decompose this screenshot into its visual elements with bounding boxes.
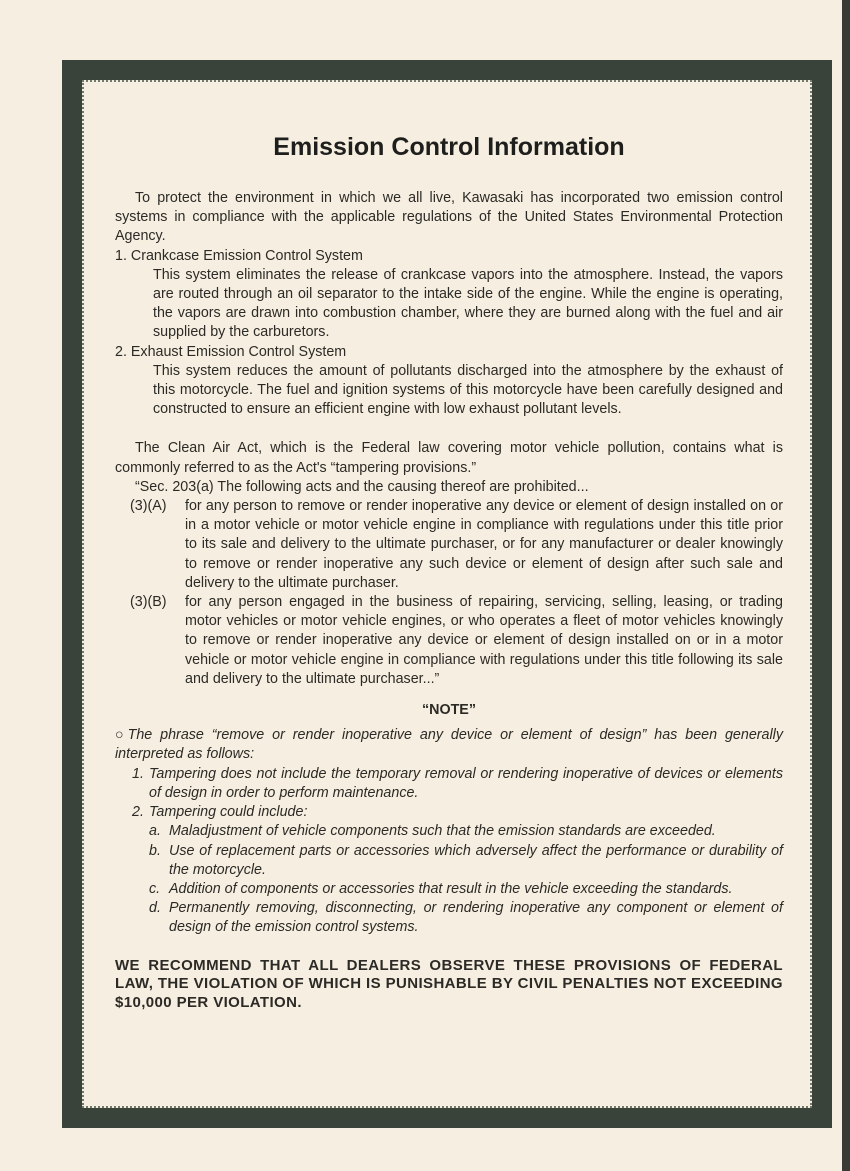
- subsection-text: for any person to remove or render inoperative any device or element of design installed on or in a motor vehicle or motor vehicle engine in compliance with regulations under this title prior to its sale and delivery to the ultimate purchaser, or for any manufacturer or dealer knowingly to remove or render inoperative any such device or element of design after such sale and delivery to the ultimate purchaser.: [185, 498, 783, 591]
- subsection-3b: [115, 593, 783, 689]
- page-edge: [842, 0, 850, 1171]
- subsection-label: (3)(A): [130, 498, 167, 515]
- note-item-text: Tampering could include:: [149, 804, 308, 821]
- document-body: [115, 132, 783, 1012]
- system-heading-crankcase: 1. Crankcase Emission Control System: [115, 247, 363, 264]
- note-item-text: Tampering does not include the temporary removal or rendering inoperative of devices or elements of design in order to perform maintenance.: [149, 765, 783, 801]
- note-intro: ○The phrase “remove or render inoperative any device or element of design” has been generally interpreted as follows:: [115, 727, 783, 763]
- note-subitem-text: Addition of components or accessories that result in the vehicle exceeding the standards.: [169, 880, 733, 897]
- subsection-label: (3)(B): [130, 594, 167, 611]
- subsection-3a: [115, 497, 783, 593]
- note-subitem-letter: c.: [149, 880, 161, 897]
- note-subitem-letter: a.: [149, 823, 161, 840]
- clean-air-act-paragraph: The Clean Air Act, which is the Federal law covering motor vehicle pollution, contains what is commonly referred to as the Act's “tampering provisions.”: [115, 440, 783, 476]
- note-item-1: [115, 765, 783, 803]
- note-subitem-letter: b.: [149, 842, 161, 859]
- note-item-number: 1.: [132, 765, 144, 782]
- note-subitem-c: [115, 880, 783, 899]
- system-text-crankcase: This system eliminates the release of crankcase vapors into the atmosphere. Instead, the vapors are routed through an oil separator to the intake side of the engine. While the engine is operating, the vapors are drawn into combustion chamber, where they are burned along with the fuel and air supplied by the carburetors.: [153, 266, 783, 341]
- dealer-warning: WE RECOMMEND THAT ALL DEALERS OBSERVE THESE PROVISIONS OF FEDERAL LAW, THE VIOLATION OF WHICH IS PUNISHABLE BY CIVIL PENALTIES NOT EXCEEDING $10,000 PER VIOLATION.: [115, 956, 783, 1011]
- note-subitem-letter: d.: [149, 900, 161, 917]
- section-intro: “Sec. 203(a) The following acts and the causing thereof are prohibited...: [135, 478, 589, 495]
- note-item-2: [115, 803, 783, 822]
- note-subitem-b: [115, 842, 783, 880]
- intro-paragraph: To protect the environment in which we all live, Kawasaki has incorporated two emission control systems in compliance with the applicable regulations of the United States Environmental Protection Agency.: [115, 190, 783, 245]
- note-subitem-text: Permanently removing, disconnecting, or rendering inoperative any component or element of design of the emission control systems.: [169, 900, 783, 936]
- system-text-exhaust: This system reduces the amount of pollutants discharged into the atmosphere by the exhaust of this motorcycle. The fuel and ignition systems of this motorcycle have been carefully designed and constructed to ensure an efficient engine with low exhaust pollutant levels.: [153, 362, 783, 418]
- note-heading: “NOTE”: [421, 702, 476, 719]
- system-heading-exhaust: 2. Exhaust Emission Control System: [115, 343, 347, 360]
- note-subitem-text: Use of replacement parts or accessories which adversely affect the performance or durability of the motorcycle.: [169, 842, 783, 878]
- page-title: Emission Control Information: [273, 133, 625, 161]
- subsection-text: for any person engaged in the business of repairing, servicing, selling, leasing, or trading motor vehicles or motor vehicle engines, or who operates a fleet of motor vehicles knowingly to remove or render inoperative any device or element of design installed on or in a motor vehicle or motor vehicle engine in compliance with regulations under this title following its sale and delivery to the ultimate purchaser...”: [185, 594, 783, 687]
- note-subitem-a: [115, 822, 783, 841]
- note-item-number: 2.: [132, 804, 144, 821]
- note-subitem-text: Maladjustment of vehicle components such that the emission standards are exceeded.: [169, 823, 716, 840]
- note-subitem-d: [115, 899, 783, 937]
